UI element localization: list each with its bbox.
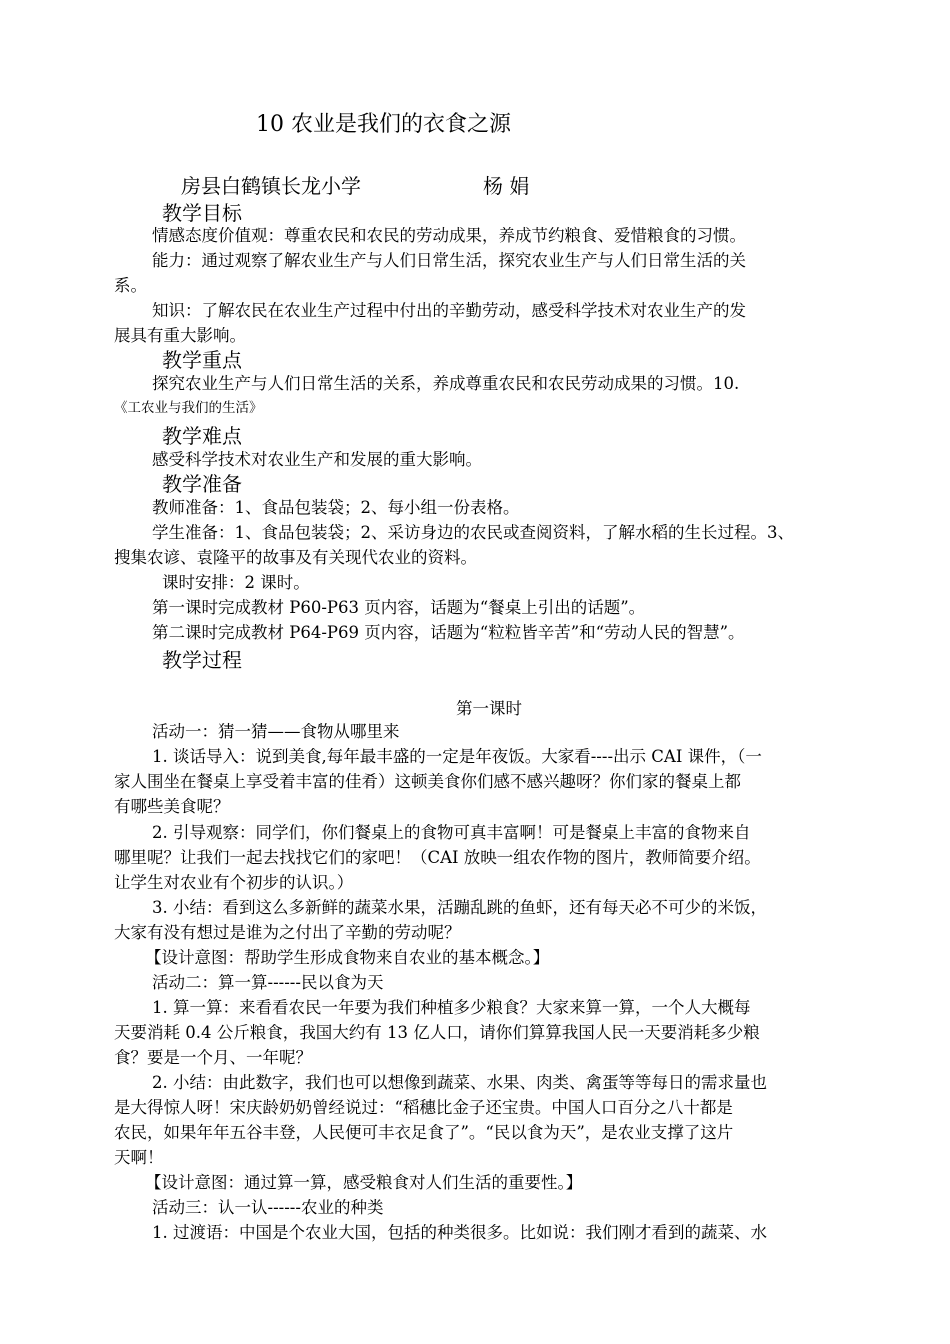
paragraph-line: 第一课时完成教材 P60-P63 页内容，话题为“餐桌上引出的话题”。 <box>152 598 646 617</box>
paragraph-line: 1. 过渡语：中国是个农业大国，包括的种类很多。比如说：我们刚才看到的蔬菜、水 <box>152 1223 767 1242</box>
section-heading: 教学准备 <box>162 472 242 496</box>
paragraph-line: 食？要是一个月、一年呢？ <box>114 1048 312 1067</box>
paragraph-line: 活动一：猜一猜——食物从哪里来 <box>152 722 400 741</box>
paragraph-line: 《工农业与我们的生活》 <box>114 400 263 416</box>
paragraph-line: 知识：了解农民在农业生产过程中付出的辛勤劳动，感受科学技术对农业生产的发 <box>152 301 746 320</box>
paragraph-line: 让学生对农业有个初步的认识。） <box>114 873 354 892</box>
section-heading: 教学目标 <box>162 201 242 225</box>
paragraph-line: 家人围坐在餐桌上享受着丰富的佳肴）这顿美食你们感不感兴趣呀？你们家的餐桌上都 <box>114 772 741 791</box>
paragraph-line: 1. 谈话导入：说到美食,每年最丰盛的一定是年夜饭。大家看----出示 CAI 课件，（一 <box>152 747 762 766</box>
paragraph-line: 【设计意图：通过算一算，感受粮食对人们生活的重要性。】 <box>145 1173 583 1192</box>
paragraph-line: 2. 小结：由此数字，我们也可以想像到蔬菜、水果、肉类、禽蛋等等每日的需求量也 <box>152 1073 767 1092</box>
paragraph-line: 1. 算一算：来看看农民一年要为我们种植多少粮食？大家来算一算，一个人大概每 <box>152 998 751 1017</box>
paragraph-line: 感受科学技术对农业生产和发展的重大影响。 <box>152 450 482 469</box>
paragraph-line: 农民，如果年年五谷丰登，人民便可丰衣足食了”。“民以食为天”，是农业支撑了这片 <box>114 1123 734 1142</box>
author-name: 杨 娟 <box>483 174 530 198</box>
paragraph-line: 探究农业生产与人们日常生活的关系，养成尊重农民和农民劳动成果的习惯。10. <box>152 374 740 393</box>
paragraph-line: 大家有没有想过是谁为之付出了辛勤的劳动呢？ <box>114 923 461 942</box>
paragraph-line: 能力：通过观察了解农业生产与人们日常生活，探究农业生产与人们日常生活的关 <box>152 251 746 270</box>
paragraph-line: 情感态度价值观：尊重农民和农民的劳动成果，养成节约粮食、爱惜粮食的习惯。 <box>152 226 746 245</box>
paragraph-line: 活动三：认一认------农业的种类 <box>152 1198 384 1217</box>
paragraph-line: 学生准备：1、食品包装袋；2、采访身边的农民或查阅资料，了解水稻的生长过程。3、 <box>152 523 794 542</box>
paragraph-line: 教师准备：1、食品包装袋；2、每小组一份表格。 <box>152 498 520 517</box>
paragraph-line: 活动二：算一算------民以食为天 <box>152 973 384 992</box>
paragraph-line: 课时安排：2 课时。 <box>162 573 310 592</box>
paragraph-line: 哪里呢？让我们一起去找找它们的家吧！（CAI 放映一组农作物的图片，教师简要介绍。 <box>114 848 761 867</box>
paragraph-line: 2. 引导观察：同学们，你们餐桌上的食物可真丰富啊！可是餐桌上丰富的食物来自 <box>152 823 751 842</box>
section-heading: 教学过程 <box>162 648 242 672</box>
paragraph-line: 3. 小结：看到这么多新鲜的蔬菜水果，活蹦乱跳的鱼虾，还有每天必不可少的米饭， <box>152 898 767 917</box>
section-heading: 教学难点 <box>162 424 242 448</box>
section-heading: 教学重点 <box>162 348 242 372</box>
author-school: 房县白鹤镇长龙小学 <box>181 174 361 198</box>
paragraph-line: 系。 <box>114 276 147 295</box>
lesson-subtitle: 第一课时 <box>456 699 522 718</box>
document-title: 10 农业是我们的衣食之源 <box>256 112 511 137</box>
paragraph-line: 有哪些美食呢？ <box>114 797 230 816</box>
paragraph-line: 是大得惊人呀！宋庆龄奶奶曾经说过：“稻穗比金子还宝贵。中国人口百分之八十都是 <box>114 1098 733 1117</box>
paragraph-line: 【设计意图：帮助学生形成食物来自农业的基本概念。】 <box>145 948 550 967</box>
paragraph-line: 展具有重大影响。 <box>114 326 246 345</box>
paragraph-line: 第二课时完成教材 P64-P69 页内容，话题为“粒粒皆辛苦”和“劳动人民的智慧”。 <box>152 623 745 642</box>
paragraph-line: 天要消耗 0.4 公斤粮食，我国大约有 13 亿人口，请你们算算我国人民一天要消耗多少粮 <box>114 1023 760 1042</box>
paragraph-line: 天啊！ <box>114 1148 164 1167</box>
paragraph-line: 搜集农谚、袁隆平的故事及有关现代农业的资料。 <box>114 548 477 567</box>
